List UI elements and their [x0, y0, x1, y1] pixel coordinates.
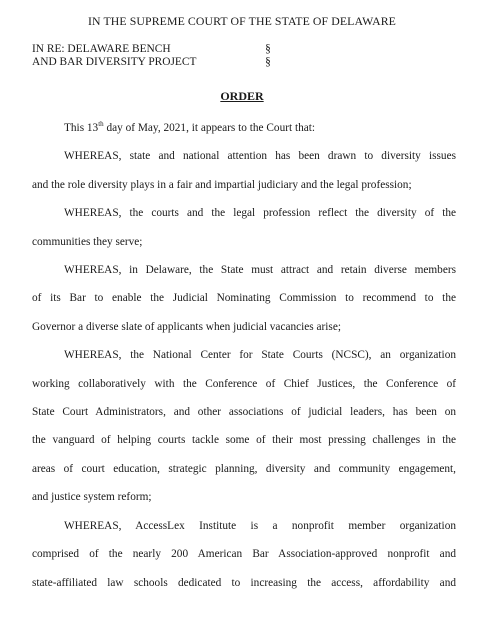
whereas-paragraphs	[32, 142, 456, 597]
paragraph-line: areas of court education, strategic planning, diversity and community engagement,	[32, 462, 456, 475]
paragraph-line: of its Bar to enable the Judicial Nominating Commission to recommend to the	[32, 292, 456, 305]
paragraph-line: Governor a diverse slate of applicants when judicial vacancies arise;	[32, 320, 341, 333]
paragraph-line: communities they serve;	[32, 235, 143, 248]
whereas-paragraph	[32, 512, 456, 597]
whereas-paragraph	[32, 341, 456, 511]
paragraph-line: State Court Administrators, and other associations of judicial leaders, has been on	[32, 406, 456, 419]
date-line-prefix: This 13	[64, 122, 99, 134]
date-line-superscript: th	[98, 120, 104, 128]
paragraph-line: WHEREAS, in Delaware, the State must attract and retain diverse members	[64, 264, 456, 277]
section-mark: §	[265, 43, 271, 55]
paragraph-line: and the role diversity plays in a fair and impartial judiciary and the legal profession;	[32, 178, 412, 191]
section-mark: §	[265, 55, 271, 68]
whereas-paragraph	[32, 256, 456, 341]
paragraph-line: comprised of the nearly 200 American Bar Association-approved nonprofit and	[32, 548, 456, 561]
date-line-suffix: day of May, 2021, it appears to the Court that:	[103, 122, 316, 134]
paragraph-line: working collaboratively with the Conference of Chief Justices, the Conference of	[32, 377, 456, 390]
paragraph-line: and justice system reform;	[32, 491, 152, 504]
whereas-paragraph	[32, 199, 456, 256]
case-caption	[32, 43, 274, 68]
caption-party-line-2: AND BAR DIVERSITY PROJECT	[32, 55, 197, 68]
whereas-paragraph	[32, 142, 456, 199]
paragraph-line: WHEREAS, state and national attention has been drawn to diversity issues	[64, 150, 456, 163]
order-body	[32, 114, 456, 597]
paragraph-line: WHEREAS, AccessLex Institute is a nonprofit member organization	[64, 519, 456, 532]
paragraph-line: WHEREAS, the courts and the legal profession reflect the diversity of the	[64, 207, 456, 220]
court-title: IN THE SUPREME COURT OF THE STATE OF DELAWARE	[88, 14, 396, 28]
paragraph-line: state-affiliated law schools dedicated to increasing the access, affordability and	[32, 576, 456, 589]
date-line	[32, 114, 456, 142]
paragraph-line: WHEREAS, the National Center for State Courts (NCSC), an organization	[64, 349, 456, 362]
caption-party-line-1: IN RE: DELAWARE BENCH	[32, 43, 171, 55]
paragraph-line: the vanguard of helping courts tackle some of their most pressing challenges in the	[32, 434, 456, 447]
order-heading: ORDER	[220, 89, 264, 103]
